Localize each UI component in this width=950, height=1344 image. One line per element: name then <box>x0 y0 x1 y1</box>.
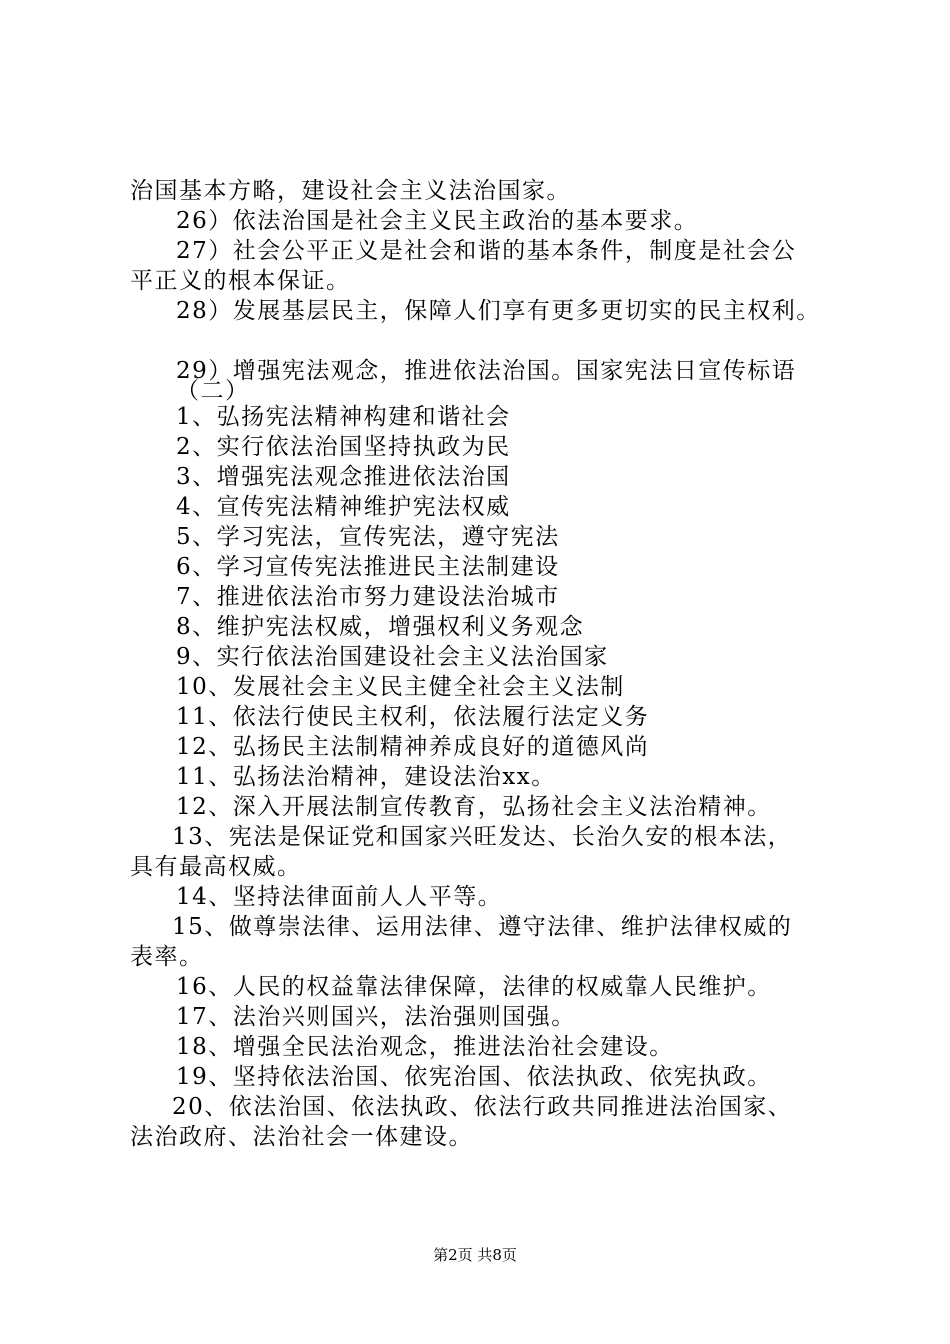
list-item: 12、弘扬民主法制精神养成良好的道德风尚 <box>176 734 650 760</box>
list-item: 14、坚持法律面前人人平等。 <box>176 884 503 910</box>
list-item: 20、依法治国、依法执政、依法行政共同推进法治国家、 <box>172 1094 793 1120</box>
list-item: 19、坚持依法治国、依宪治国、依法执政、依宪执政。 <box>176 1064 772 1090</box>
text-line: 具有最高权威。 <box>130 854 302 880</box>
page-footer: 第2页 共8页 <box>433 1246 517 1264</box>
text-line: 治国基本方略，建设社会主义法治国家。 <box>130 178 571 204</box>
list-item: 1、弘扬宪法精神构建和谐社会 <box>176 404 511 430</box>
list-item: 17、法治兴则国兴，法治强则国强。 <box>176 1004 576 1030</box>
list-item: 3、增强宪法观念推进依法治国 <box>176 464 511 490</box>
list-item: 16、人民的权益靠法律保障，法律的权威靠人民维护。 <box>176 974 772 1000</box>
list-item: 4、宣传宪法精神维护宪法权威 <box>176 494 511 520</box>
text-line: 表率。 <box>130 944 204 970</box>
text-line: （二） <box>176 378 250 404</box>
text-line: 法治政府、法治社会一体建设。 <box>130 1124 473 1150</box>
list-item: 9、实行依法治国建设社会主义法治国家 <box>176 644 609 670</box>
document-body <box>130 176 845 1152</box>
text-line: 29）增强宪法观念，推进依法治国。国家宪法日宣传标语 <box>176 358 797 384</box>
list-item: 7、推进依法治市努力建设法治城市 <box>176 584 560 610</box>
list-item: 5、学习宪法，宣传宪法，遵守宪法 <box>176 524 560 550</box>
blank-line <box>130 326 845 356</box>
list-item: 10、发展社会主义民主健全社会主义法制 <box>176 674 625 700</box>
text-line: 27）社会公平正义是社会和谐的基本条件，制度是社会公 <box>176 238 797 264</box>
text-line: 28）发展基层民主，保障人们享有更多更切实的民主权利。 <box>176 298 821 324</box>
list-item: 6、学习宣传宪法推进民主法制建设 <box>176 554 560 580</box>
list-item: 11、弘扬法治精神，建设法治xx。 <box>176 764 556 790</box>
list-item: 12、深入开展法制宣传教育，弘扬社会主义法治精神。 <box>176 794 772 820</box>
list-item: 15、做尊崇法律、运用法律、遵守法律、维护法律权威的 <box>172 914 793 940</box>
list-item: 18、增强全民法治观念，推进法治社会建设。 <box>176 1034 674 1060</box>
text-line: 平正义的根本保证。 <box>130 268 351 294</box>
list-item: 11、依法行使民主权利，依法履行法定义务 <box>176 704 650 730</box>
list-item: 2、实行依法治国坚持执政为民 <box>176 434 511 460</box>
list-item: 8、维护宪法权威，增强权利义务观念 <box>176 614 585 640</box>
text-line: 26）依法治国是社会主义民主政治的基本要求。 <box>176 208 699 234</box>
list-item: 13、宪法是保证党和国家兴旺发达、长治久安的根本法， <box>172 824 793 850</box>
